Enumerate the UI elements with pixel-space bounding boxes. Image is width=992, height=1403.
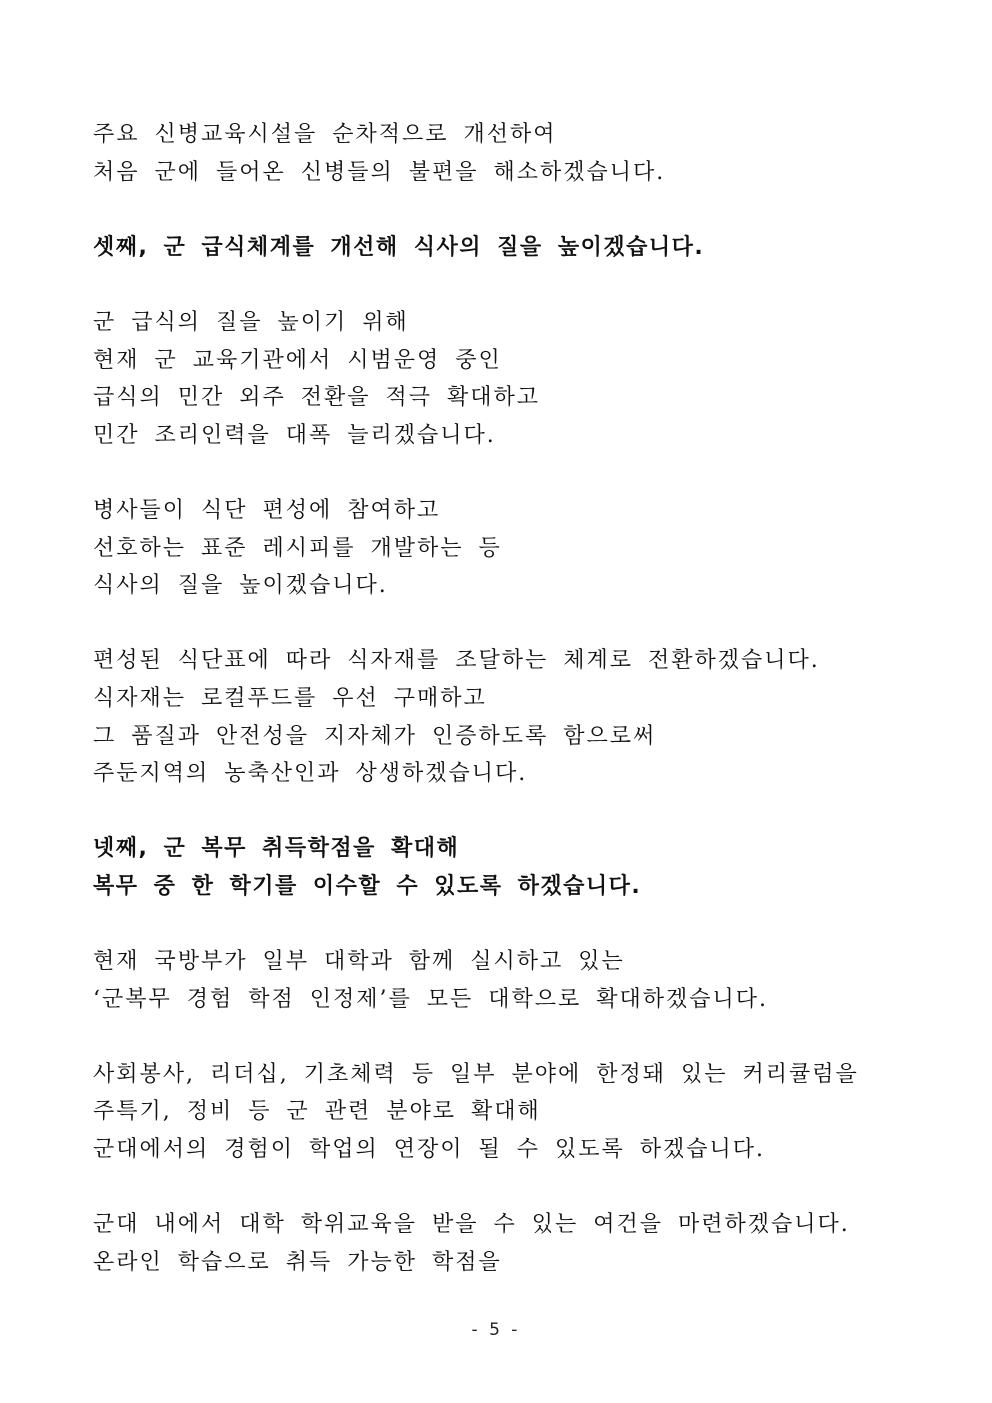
body-line: 처음 군에 들어온 신병들의 불편을 해소하겠습니다.: [93, 159, 666, 185]
body-line: 사회봉사, 리더십, 기초체력 등 일부 분야에 한정돼 있는 커리큘럼을: [93, 1061, 859, 1087]
body-line: 식자재는 로컬푸드를 우선 구매하고: [93, 685, 487, 711]
section-heading-4-continued: 복무 중 한 학기를 이수할 수 있도록 하겠습니다.: [93, 873, 642, 899]
paragraph-gap: [93, 1169, 913, 1207]
paragraph-gap: [93, 266, 913, 304]
paragraph-gap: [93, 191, 913, 229]
page-number: - 5 -: [471, 1320, 521, 1340]
body-line: 군 급식의 질을 높이기 위해: [93, 309, 409, 335]
body-line: 병사들이 식단 편성에 참여하고: [93, 497, 441, 523]
body-line: 주둔지역의 농축산인과 상생하겠습니다.: [93, 761, 528, 787]
section-heading-4: 넷째, 군 복무 취득학점을 확대해: [93, 836, 460, 862]
paragraph-gap: [93, 454, 913, 492]
paragraph-gap: [93, 905, 913, 943]
body-line: 그 품질과 안전성을 지자체가 인증하도록 함으로써: [93, 723, 657, 749]
body-line: 온라인 학습으로 취득 가능한 학점을: [93, 1249, 502, 1275]
body-line: 주특기, 정비 등 군 관련 분야로 확대해: [93, 1099, 541, 1125]
paragraph-gap: [93, 605, 913, 643]
body-line: 현재 국방부가 일부 대학과 함께 실시하고 있는: [93, 949, 625, 975]
body-line: 주요 신병교육시설을 순차적으로 개선하여: [93, 122, 557, 147]
body-line: 편성된 식단표에 따라 식자재를 조달하는 체계로 전환하겠습니다.: [93, 648, 820, 674]
section-heading-3: 셋째, 군 급식체계를 개선해 식사의 질을 높이겠습니다.: [93, 234, 705, 260]
body-line: ‘군복무 경험 학점 인정제’를 모든 대학으로 확대하겠습니다.: [93, 986, 768, 1012]
body-line: 민간 조리인력을 대폭 늘리겠습니다.: [93, 422, 496, 448]
body-line: 식사의 질을 높이겠습니다.: [93, 573, 388, 599]
body-line: 군대에서의 경험이 학업의 연장이 될 수 있도록 하겠습니다.: [93, 1137, 765, 1163]
body-line: 군대 내에서 대학 학위교육을 받을 수 있는 여건을 마련하겠습니다.: [93, 1212, 850, 1238]
body-line: 선호하는 표준 레시피를 개발하는 등: [93, 535, 502, 561]
paragraph-gap: [93, 1018, 913, 1056]
document-body: [93, 116, 913, 1281]
body-line: 급식의 민간 외주 전환을 적극 확대하고: [93, 385, 540, 411]
body-line: 현재 군 교육기관에서 시범운영 중인: [93, 347, 502, 373]
paragraph-gap: [93, 793, 913, 831]
